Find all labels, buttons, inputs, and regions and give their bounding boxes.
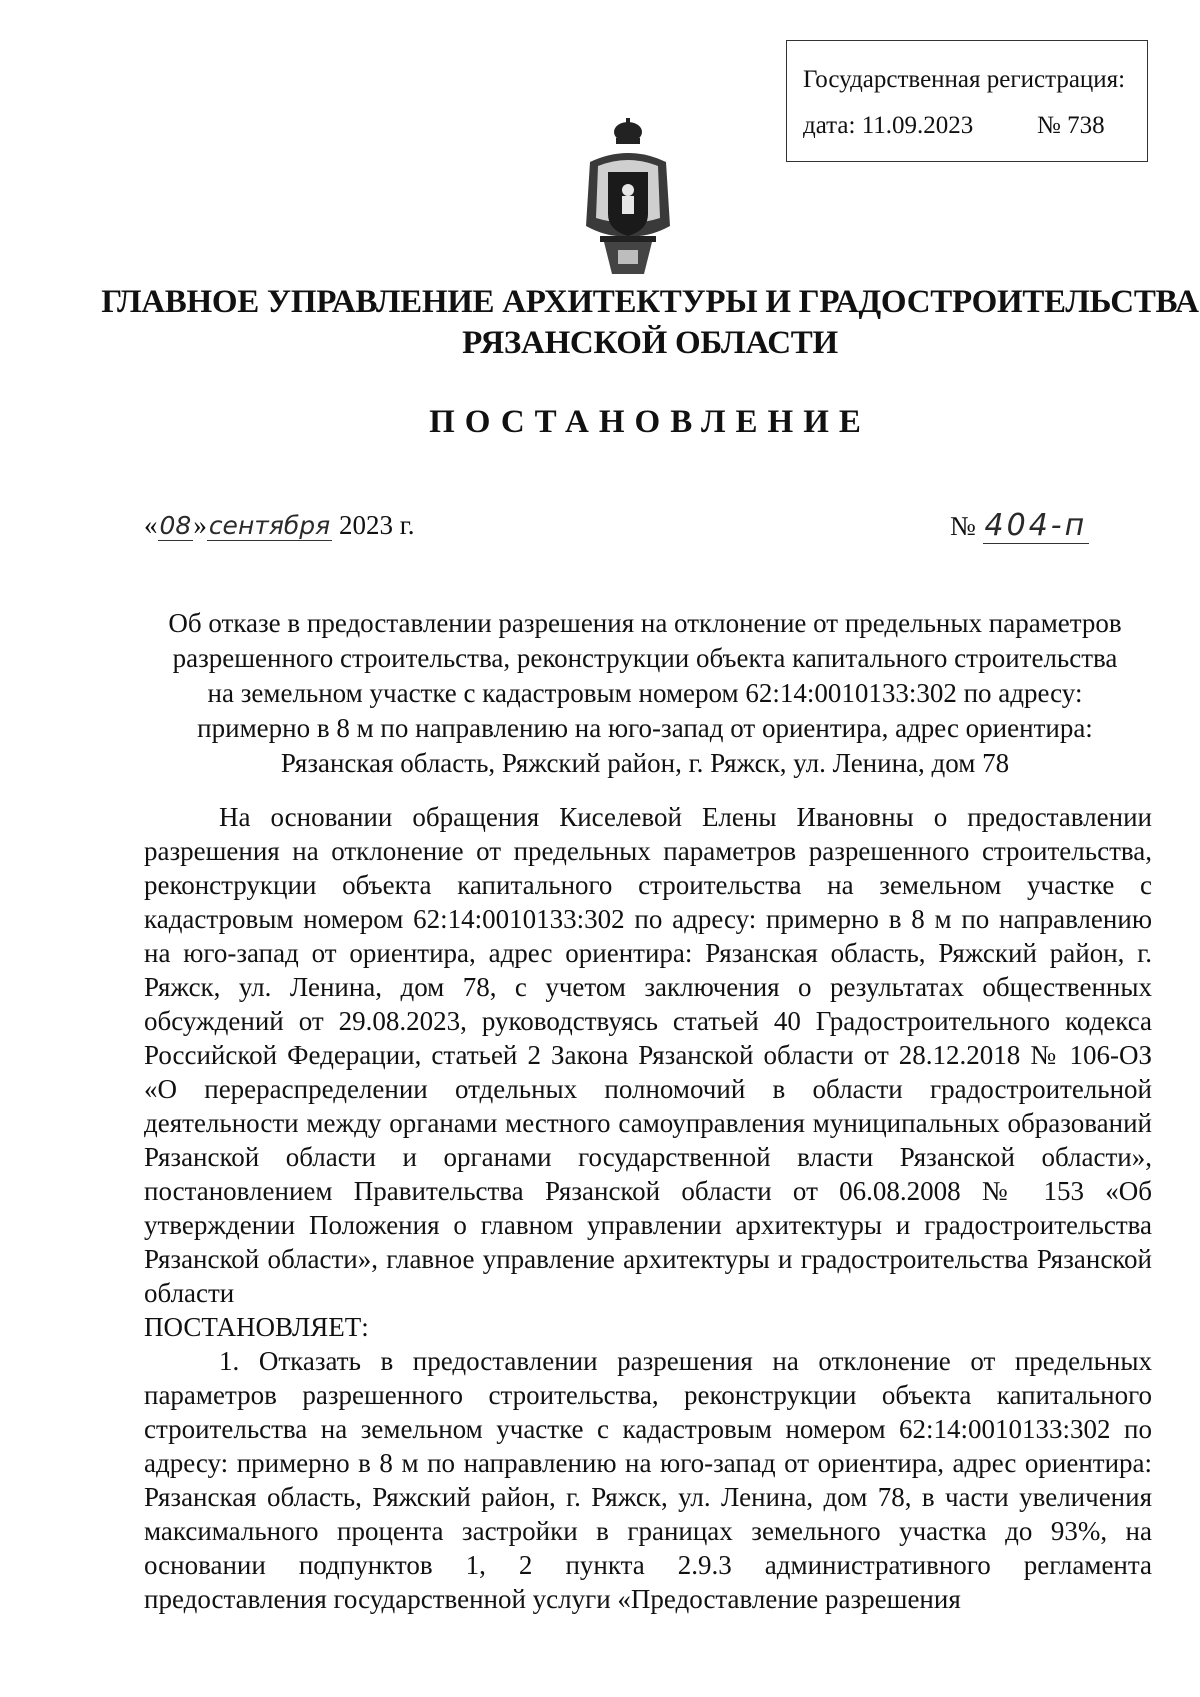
item-text: Отказать в предоставлении разрешения на отклонение от предельных параметров разрешенного строительства, реконструкции объекта капитального строительства на земельном участке с кадастровым номером 62:14:0010133:302 по адресу: примерно в 8 м по направлению на юго-запад от ориентира, адрес ориентира: Рязанская область, Ряжский район, г. Ряжск, ул. Ленина, дом 78, в части увеличения максимального процента застройки в границах земельного участка до 93%, на основании подпунктов 1, 2 пункта 2.9.3 административного регламента предоставления государственной услуги «Предоставление разрешения [144,1346,1153,1614]
item-number: 1. [219,1346,240,1376]
quote-close: » [193,510,207,540]
subject-line: Об отказе в предоставлении разрешения на отклонение от предельных параметров [168,608,1122,638]
coat-of-arms-icon [578,118,678,278]
registration-stamp [786,40,1148,162]
date-year: 2023 г. [338,510,415,540]
number-prefix: № [950,511,976,541]
subject-line: разрешенного строительства, реконструкции объекта капитального строительства [172,643,1118,673]
registration-title: Государственная регистрация: [803,66,1126,93]
registration-number: № 738 [1037,112,1105,139]
organization-name [100,282,1200,364]
date-day: 08 [159,511,192,540]
subject-line: примерно в 8 м по направлению на юго-запад от ориентира, адрес ориентира: [197,713,1093,743]
date-month: сентября [208,511,331,540]
number-value: 404-п [984,508,1088,543]
document-date [144,510,415,541]
org-line-1: ГЛАВНОЕ УПРАВЛЕНИЕ АРХИТЕКТУРЫ И ГРАДОСТРОИТЕЛЬСТВА [101,284,1199,320]
document-subject [140,606,1150,781]
document-number [950,508,1089,544]
preamble-paragraph: На основании обращения Киселевой Елены Ивановны о предоставлении разрешения на отклонение от предельных параметров разрешенного строительства, реконструкции объекта капитального строительства на земельном участке с кадастровым номером 62:14:0010133:302 по адресу: примерно в 8 м по направлению на юго-запад от ориентира, адрес ориентира: Рязанская область, Ряжский район, г. Ряжск, ул. Ленина, дом 78, с учетом заключения о результатах общественных обсуждений от 29.08.2023, руководствуясь статьей 40 Градостроительного кодекса Российской Федерации, статьей 2 Закона Рязанской области от 28.12.2018 № 106-ОЗ «О перераспределении отдельных полномочий в области градостроительной деятельности между органами местного самоуправления муниципальных образований Рязанской области и органами государственной власти Рязанской области», постановлением Правительства Рязанской области от 06.08.2008 № 153 «Об утверждении Положения о главном управлении архитектуры и градостроительства Рязанской области», главное управление архитектуры и градостроительства Рязанской области [144,802,1152,1308]
org-line-2: РЯЗАНСКОЙ ОБЛАСТИ [462,325,838,361]
subject-line: Рязанская область, Ряжский район, г. Ряжск, ул. Ленина, дом 78 [280,748,1010,778]
quote-open: « [144,510,158,540]
resolution-item-1 [144,1344,1152,1616]
registration-date: дата: 11.09.2023 [803,112,974,139]
subject-line: на земельном участке с кадастровым номером 62:14:0010133:302 по адресу: [207,678,1083,708]
document-type: ПОСТАНОВЛЕНИЕ [429,404,871,440]
resolves-heading: ПОСТАНОВЛЯЕТ: [144,1312,369,1342]
document-body [144,800,1152,1616]
